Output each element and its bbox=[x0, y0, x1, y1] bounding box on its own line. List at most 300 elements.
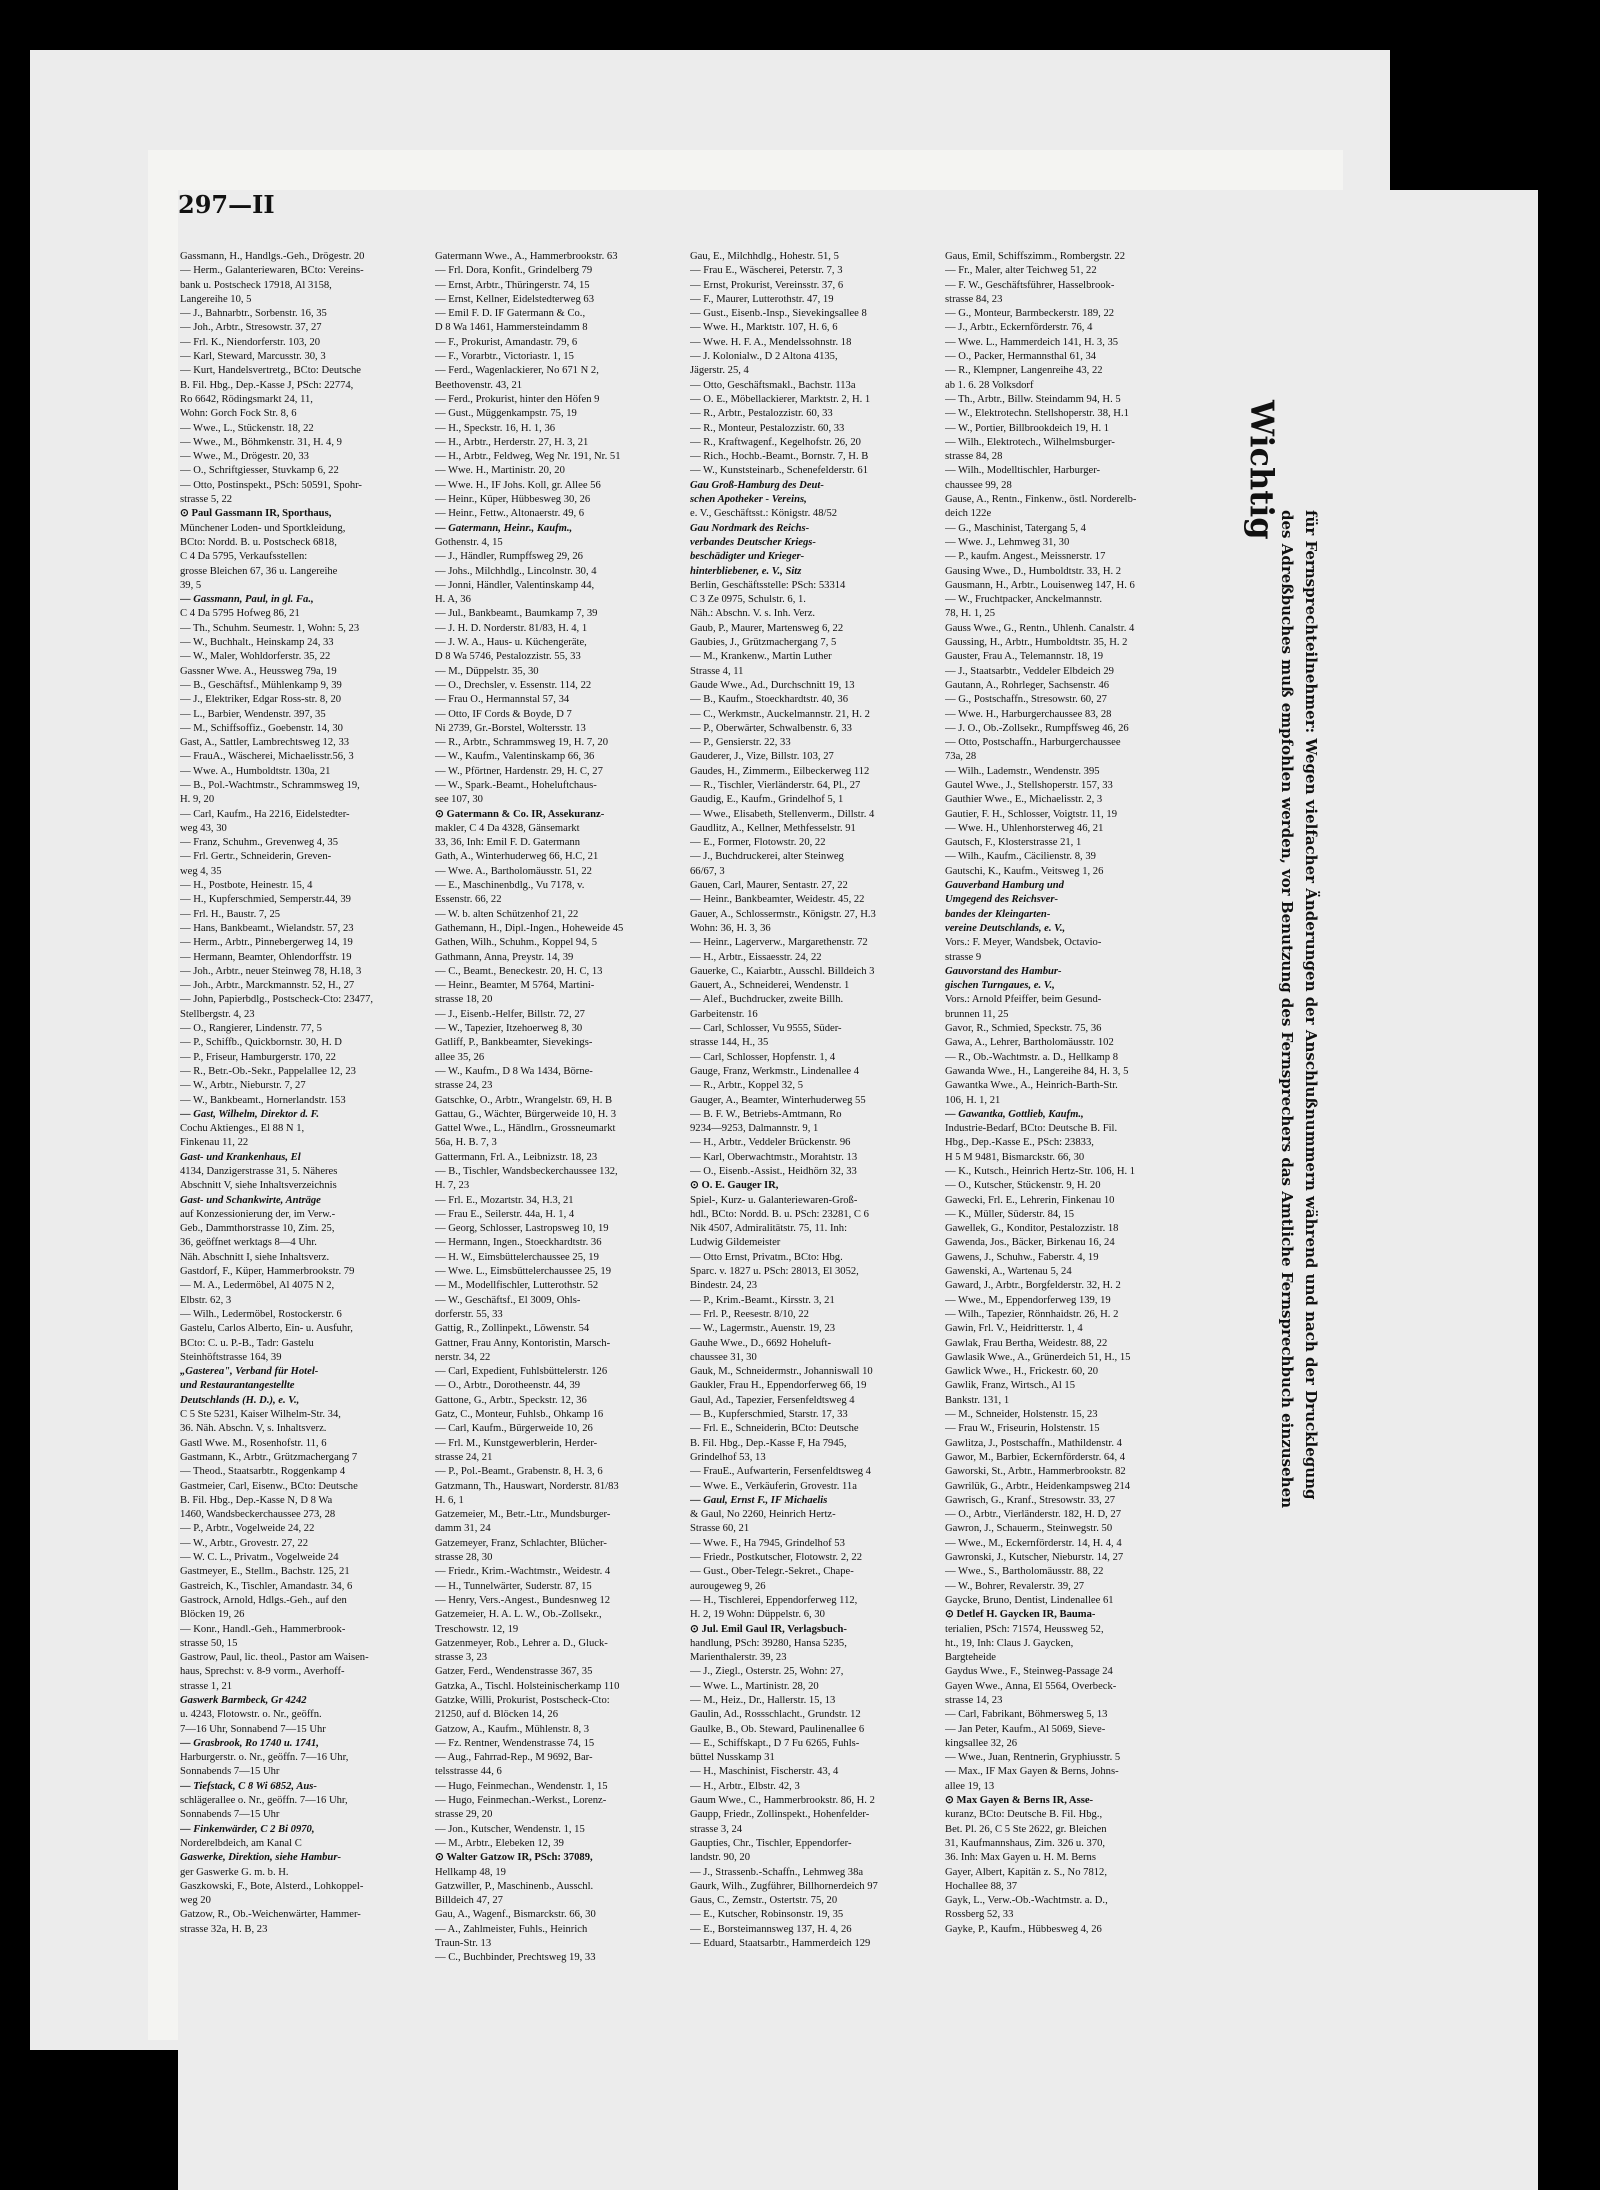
directory-entry: Gaudig, E., Kaufm., Grindelhof 5, 1 bbox=[690, 794, 844, 806]
directory-entry: — M., Düppelstr. 35, 30 bbox=[435, 665, 539, 677]
directory-entry: Gauk, M., Schneidermstr., Johanniswall 10 bbox=[690, 1366, 873, 1378]
directory-entry: landstr. 90, 20 bbox=[690, 1852, 751, 1864]
directory-entry: Gatschke, O., Arbtr., Wrangelstr. 69, H. B bbox=[435, 1094, 613, 1106]
directory-entry: — O., Packer, Hermannsthal 61, 34 bbox=[945, 351, 1097, 363]
directory-entry: Gothenstr. 4, 15 bbox=[435, 536, 503, 548]
directory-entry: aurougeweg 9, 26 bbox=[690, 1580, 766, 1592]
directory-entry: — Frau E., Seilerstr. 44a, H. 1, 4 bbox=[435, 1208, 575, 1220]
directory-entry: Beethovenstr. 43, 21 bbox=[435, 379, 523, 391]
directory-entry: Gaussing, H., Arbtr., Humboldtstr. 35, H. 2 bbox=[945, 637, 1128, 649]
directory-entry: strasse 32a, H. B, 23 bbox=[180, 1923, 268, 1935]
directory-entry: Gauhe Wwe., D., 6692 Hoheluft- bbox=[690, 1337, 832, 1349]
directory-entry: kingsallee 32, 26 bbox=[945, 1737, 1018, 1749]
directory-entry: ⊙ Walter Gatzow IR, PSch: 37089, bbox=[435, 1852, 593, 1864]
directory-entry: — P., Krim.-Beamt., Kirsstr. 3, 21 bbox=[690, 1294, 835, 1306]
directory-entry: — K., Müller, Süderstr. 84, 15 bbox=[945, 1208, 1075, 1220]
page-number: 297—II bbox=[178, 190, 1538, 2190]
directory-entry: — H., Maschinist, Fischerstr. 43, 4 bbox=[690, 1766, 839, 1778]
directory-entry: Gaurk, Wilh., Zugführer, Billhornerdeich 97 bbox=[690, 1880, 878, 1892]
directory-entry: Gattau, G., Wächter, Bürgerweide 10, H. 3 bbox=[435, 1108, 616, 1120]
directory-entry: — J., Händler, Rumpffsweg 29, 26 bbox=[435, 551, 583, 563]
directory-entry: Gayke, P., Kaufm., Hübbesweg 4, 26 bbox=[945, 1923, 1102, 1935]
directory-entry: Marienthalerstr. 39, 23 bbox=[690, 1652, 787, 1664]
directory-entry: — W., Arbtr., Nieburstr. 7, 27 bbox=[180, 1080, 306, 1092]
directory-entry: — Wilh., Tapezier, Rönnhaidstr. 26, H. 2 bbox=[945, 1308, 1119, 1320]
directory-entry: Gaude Wwe., Ad., Durchschnitt 19, 13 bbox=[690, 679, 855, 691]
directory-entry: — R., Klempner, Langenreihe 43, 22 bbox=[945, 365, 1103, 377]
directory-entry: — Wwe. J., Lehmweg 31, 30 bbox=[945, 536, 1070, 548]
notice-text bbox=[1275, 510, 1323, 1508]
directory-entry: Gaulke, B., Ob. Steward, Paulinenallee 6 bbox=[690, 1723, 865, 1735]
directory-entry: — E., Former, Flotowstr. 20, 22 bbox=[690, 837, 826, 849]
directory-entry: — E., Borsteimannsweg 137, H. 4, 26 bbox=[690, 1923, 852, 1935]
directory-entry: Essenstr. 66, 22 bbox=[435, 894, 502, 906]
directory-entry: — J. Kolonialw., D 2 Altona 4135, bbox=[690, 351, 838, 363]
directory-entry: Umgegend des Reichsver- bbox=[945, 894, 1058, 906]
directory-entry: nerstr. 34, 22 bbox=[435, 1351, 491, 1363]
directory-entry: — J., Ziegl., Osterstr. 25, Wohn: 27, bbox=[690, 1666, 844, 1678]
directory-entry: — Th., Schuhm. Seumestr. 1, Wohn: 5, 23 bbox=[180, 622, 360, 634]
directory-entry: Gawens, J., Schuhw., Faberstr. 4, 19 bbox=[945, 1251, 1099, 1263]
directory-entry: — J., Strassenb.-Schaffn., Lehmweg 38a bbox=[690, 1866, 864, 1878]
directory-entry: Gaubies, J., Grützmachergang 7, 5 bbox=[690, 637, 837, 649]
directory-entry: — Frl. K., Niendorferstr. 103, 20 bbox=[180, 336, 321, 348]
directory-entry: — O., Arbtr., Vierländerstr. 182, H. D, 27 bbox=[945, 1509, 1122, 1521]
directory-entry: — Gast, Wilhelm, Direktor d. F. bbox=[180, 1108, 320, 1120]
directory-entry: Gaus, Emil, Schiffszimm., Rombergstr. 22 bbox=[945, 251, 1125, 262]
directory-entry: strasse 5, 22 bbox=[180, 494, 233, 506]
directory-entry: — J. H. D. Norderstr. 81/83, H. 4, 1 bbox=[435, 622, 588, 634]
directory-entry: strasse 3, 24 bbox=[690, 1823, 743, 1835]
directory-entry: — Carl, Fabrikant, Böhmersweg 5, 13 bbox=[945, 1709, 1108, 1721]
directory-entry: — Frl. P., Reesestr. 8/10, 22 bbox=[690, 1308, 809, 1320]
directory-entry: Gauderer, J., Vize, Billstr. 103, 27 bbox=[690, 751, 834, 763]
directory-entry: Gastelu, Carlos Alberto, Ein- u. Ausfuhr, bbox=[180, 1323, 353, 1335]
directory-entry: — W., Bohrer, Revalerstr. 39, 27 bbox=[945, 1580, 1085, 1592]
directory-entry: — W. C. L., Privatm., Vogelweide 24 bbox=[180, 1552, 339, 1564]
directory-entry: schen Apotheker - Vereins, bbox=[690, 494, 807, 506]
directory-entry: Billdeich 47, 27 bbox=[435, 1895, 503, 1907]
directory-entry: ⊙ Detlef H. Gaycken IR, Bauma- bbox=[945, 1609, 1096, 1621]
directory-entry: Gaudes, H., Zimmerm., Eilbeckerweg 112 bbox=[690, 765, 870, 777]
directory-entry: — Ernst, Prokurist, Vereinsstr. 37, 6 bbox=[690, 279, 844, 291]
directory-entry: Bankstr. 131, 1 bbox=[945, 1394, 1010, 1406]
directory-entry: Gauthier Wwe., E., Michaelisstr. 2, 3 bbox=[945, 794, 1103, 806]
directory-entry: — J. W. A., Haus- u. Küchengeräte, bbox=[435, 637, 587, 649]
directory-entry: Gatzenmeyer, Rob., Lehrer a. D., Gluck- bbox=[435, 1637, 608, 1649]
directory-entry: — G., Monteur, Barmbeckerstr. 189, 22 bbox=[945, 308, 1115, 320]
directory-entry: — Otto, IF Cords & Boyde, D 7 bbox=[435, 708, 572, 720]
directory-entry: — O., Kutscher, Stückenstr. 9, H. 20 bbox=[945, 1180, 1101, 1192]
directory-entry: 36. Inh: Max Gayen u. H. M. Berns bbox=[945, 1852, 1096, 1864]
directory-entry: Gatzow, R., Ob.-Weichenwärter, Hammer- bbox=[180, 1909, 361, 1921]
directory-entry: deich 122e bbox=[945, 508, 992, 520]
directory-entry: Gauss Wwe., G., Rentn., Uhlenh. Canalstr. 4 bbox=[945, 622, 1135, 634]
directory-entry: — F., Maurer, Lutterothstr. 47, 19 bbox=[690, 293, 834, 305]
directory-entry: — Wilh., Kaufm., Cäcilienstr. 8, 39 bbox=[945, 851, 1096, 863]
directory-entry: — Wwe., M., Böhmkenstr. 31, H. 4, 9 bbox=[180, 436, 342, 448]
directory-entry: hinterbliebener, e. V., Sitz bbox=[690, 565, 802, 577]
directory-entry: Gaul, Ad., Tapezier, Fersenfeldtsweg 4 bbox=[690, 1394, 855, 1406]
directory-entry: Gaswerke, Direktion, siehe Hambur- bbox=[180, 1852, 341, 1864]
directory-entry: Gaward, J., Arbtr., Borgfelderstr. 32, H. 2 bbox=[945, 1280, 1121, 1292]
directory-entry: — A., Zahlmeister, Fuhls., Heinrich bbox=[435, 1923, 588, 1935]
directory-entry: — Jon., Kutscher, Wendenstr. 1, 15 bbox=[435, 1823, 585, 1835]
directory-entry: — C., Buchbinder, Prechtsweg 19, 33 bbox=[435, 1952, 596, 1964]
directory-entry: Sonnabends 7—15 Uhr bbox=[180, 1766, 280, 1778]
directory-entry: — Hans, Bankbeamt., Wielandstr. 57, 23 bbox=[180, 922, 354, 934]
directory-entry: — W., Geschäftsf., El 3009, Ohls- bbox=[435, 1294, 581, 1306]
directory-entry: — Otto, Postinspekt., PSch: 50591, Spohr- bbox=[180, 479, 362, 491]
directory-entry: Gaydus Wwe., F., Steinweg-Passage 24 bbox=[945, 1666, 1113, 1678]
directory-entry: 39, 5 bbox=[180, 579, 202, 591]
directory-entry: weg 20 bbox=[180, 1895, 211, 1907]
directory-entry: Gatliff, P., Bankbeamter, Sievekings- bbox=[435, 1037, 593, 1049]
directory-entry: — Wwe., Elisabeth, Stellenverm., Dillstr. 4 bbox=[690, 808, 875, 820]
directory-entry: Hbg., Dep.-Kasse E., PSch: 23833, bbox=[945, 1137, 1094, 1149]
directory-columns bbox=[180, 250, 1200, 2030]
directory-entry: — H., Postbote, Heinestr. 15, 4 bbox=[180, 880, 313, 892]
directory-entry: Gatzow, A., Kaufm., Mühlenstr. 8, 3 bbox=[435, 1723, 590, 1735]
directory-entry: Gawenski, A., Wartenau 5, 24 bbox=[945, 1266, 1072, 1278]
directory-entry: — Wwe. F., Ha 7945, Grindelhof 53 bbox=[690, 1537, 845, 1549]
directory-entry: — H., Speckstr. 16, H. 1, 36 bbox=[435, 422, 556, 434]
notice-heading: Wichtig bbox=[1243, 400, 1281, 540]
directory-entry: Gauverband Hamburg und bbox=[945, 880, 1064, 892]
directory-entry: Nik 4507, Admiralitätstr. 75, 11. Inh: bbox=[690, 1223, 848, 1235]
directory-entry: Gawellek, G., Konditor, Pestalozzistr. 18 bbox=[945, 1223, 1119, 1235]
directory-entry: Gauster, Frau A., Telemannstr. 18, 19 bbox=[945, 651, 1104, 663]
directory-entry: 73a, 28 bbox=[945, 751, 977, 763]
directory-entry: — B. F. W., Betriebs-Amtmann, Ro bbox=[690, 1108, 842, 1120]
directory-entry: Gautann, A., Rohrleger, Sachsenstr. 46 bbox=[945, 679, 1110, 691]
directory-entry: — Frau W., Friseurin, Holstenstr. 15 bbox=[945, 1423, 1100, 1435]
directory-entry: Rossberg 52, 33 bbox=[945, 1909, 1014, 1921]
directory-entry: allee 19, 13 bbox=[945, 1780, 995, 1792]
directory-entry: — Hugo, Feinmechan., Wendenstr. 1, 15 bbox=[435, 1780, 608, 1792]
directory-entry: Grindelhof 53, 13 bbox=[690, 1451, 766, 1463]
directory-entry: — W., Buchhalt., Heinskamp 24, 33 bbox=[180, 637, 334, 649]
directory-entry: — O. E., Möbellackierer, Marktstr. 2, H. 1 bbox=[690, 393, 871, 405]
directory-entry: Gast, A., Sattler, Lambrechtsweg 12, 33 bbox=[180, 737, 350, 749]
directory-entry: — W., Kunststeinarb., Schenefelderstr. 61 bbox=[690, 465, 869, 477]
directory-entry: — Carl, Schlosser, Vu 9555, Süder- bbox=[690, 1023, 842, 1035]
directory-entry: Gawor, M., Barbier, Eckernförderstr. 64, 4 bbox=[945, 1451, 1126, 1463]
directory-entry: — W., Maler, Wohldorferstr. 35, 22 bbox=[180, 651, 331, 663]
directory-entry: — Wwe. H. F. A., Mendelssohnstr. 18 bbox=[690, 336, 852, 348]
directory-entry: Gawlasik Wwe., A., Grünerdeich 51, H., 15 bbox=[945, 1351, 1131, 1363]
directory-entry: Näh.: Abschn. V. s. Inh. Verz. bbox=[690, 608, 816, 620]
directory-entry: und Restaurantangestellte bbox=[180, 1380, 295, 1392]
directory-entry: brunnen 11, 25 bbox=[945, 1008, 1009, 1020]
directory-entry: Gawa, A., Lehrer, Bartholomäusstr. 102 bbox=[945, 1037, 1114, 1049]
directory-entry: — Otto, Postschaffn., Harburgerchaussee bbox=[945, 737, 1121, 749]
directory-entry: — R., Kraftwagenf., Kegelhofstr. 26, 20 bbox=[690, 436, 861, 448]
directory-entry: Bindestr. 24, 23 bbox=[690, 1280, 758, 1292]
directory-entry: — Ferd., Prokurist, hinter den Höfen 9 bbox=[435, 393, 600, 405]
directory-entry: — Wwe., M., Drögestr. 20, 33 bbox=[180, 451, 309, 463]
directory-entry: — H., Arbtr., Herderstr. 27, H. 3, 21 bbox=[435, 436, 589, 448]
directory-entry: — R., Monteur, Pestalozzistr. 60, 33 bbox=[690, 422, 845, 434]
directory-entry: — Ernst, Kellner, Eidelstedterweg 63 bbox=[435, 293, 595, 305]
directory-entry: — C., Beamt., Beneckestr. 20, H. C, 13 bbox=[435, 965, 603, 977]
directory-entry: Strasse 4, 11 bbox=[690, 665, 744, 677]
directory-entry: Vors.: F. Meyer, Wandsbek, Octavio- bbox=[945, 937, 1102, 949]
directory-entry: Elbstr. 62, 3 bbox=[180, 1294, 232, 1306]
directory-entry: — Frl. E., Schneiderin, BCto: Deutsche bbox=[690, 1423, 859, 1435]
directory-entry: strasse 1, 21 bbox=[180, 1680, 233, 1692]
directory-entry: 36. Näh. Abschn. V, s. Inhaltsverz. bbox=[180, 1423, 327, 1435]
directory-entry: — Hermann, Ingen., Stoeckhardtstr. 36 bbox=[435, 1237, 602, 1249]
directory-entry: — H., Arbtr., Feldweg, Weg Nr. 191, Nr. 51 bbox=[435, 451, 621, 463]
directory-entry: — Karl, Oberwachtmstr., Morahtstr. 13 bbox=[690, 1151, 858, 1163]
directory-entry: — W., Lagermstr., Auenstr. 19, 23 bbox=[690, 1323, 836, 1335]
directory-entry: — M., Schiffsoffiz., Goebenstr. 14, 30 bbox=[180, 722, 343, 734]
directory-entry: Wohn: Gorch Fock Str. 8, 6 bbox=[180, 408, 297, 420]
directory-entry: 1460, Wandsbeckerchaussee 273, 28 bbox=[180, 1509, 336, 1521]
directory-entry: — Frl. H., Baustr. 7, 25 bbox=[180, 908, 281, 920]
directory-entry: Gauert, A., Schneiderei, Wendenstr. 1 bbox=[690, 980, 850, 992]
directory-entry: vereine Deutschlands, e. V., bbox=[945, 922, 1066, 934]
directory-entry: — Gust., Ober-Telegr.-Sekret., Chape- bbox=[690, 1566, 854, 1578]
directory-entry: Steinhöftstrasse 164, 39 bbox=[180, 1351, 282, 1363]
directory-entry: H. 2, 19 Wohn: Düppelstr. 6, 30 bbox=[690, 1609, 825, 1621]
directory-entry: verbandes Deutscher Kriegs- bbox=[690, 536, 816, 548]
directory-entry: Abschnitt V, siehe Inhaltsverzeichnis bbox=[180, 1180, 337, 1192]
directory-entry: — Frau O., Hermannstal 57, 34 bbox=[435, 694, 570, 706]
directory-entry: — Heinr., Bankbeamter, Weidestr. 45, 22 bbox=[690, 894, 865, 906]
directory-entry: Gayk, L., Verw.-Ob.-Wachtmstr. a. D., bbox=[945, 1895, 1108, 1907]
directory-entry: Gastmann, K., Arbtr., Grützmachergang 7 bbox=[180, 1451, 358, 1463]
directory-entry: Norderelbdeich, am Kanal C bbox=[180, 1837, 302, 1849]
directory-entry: — Heinr., Lagerverw., Margarethenstr. 72 bbox=[690, 937, 868, 949]
directory-entry: ⊙ Jul. Emil Gaul IR, Verlagsbuch- bbox=[690, 1623, 847, 1635]
directory-entry: Gawlik, Franz, Wirtsch., Al 15 bbox=[945, 1380, 1076, 1392]
directory-entry: — Wwe. E., Verkäuferin, Grovestr. 11a bbox=[690, 1480, 857, 1492]
directory-entry: C 3 Ze 0975, Schulstr. 6, 1. bbox=[690, 594, 806, 606]
directory-entry: handlung, PSch: 39280, Hansa 5235, bbox=[690, 1637, 847, 1649]
directory-column-2 bbox=[435, 250, 680, 2030]
directory-entry: B. Fil. Hbg., Dep.-Kasse F, Ha 7945, bbox=[690, 1437, 847, 1449]
directory-entry: — Johs., Milchhdlg., Lincolnstr. 30, 4 bbox=[435, 565, 597, 577]
directory-entry: — O., Rangierer, Lindenstr. 77, 5 bbox=[180, 1023, 322, 1035]
directory-entry: — F., Vorarbtr., Victoriastr. 1, 15 bbox=[435, 351, 574, 363]
directory-entry: Gawin, Frl. V., Heidritterstr. 1, 4 bbox=[945, 1323, 1083, 1335]
directory-entry: Gaus, C., Zemstr., Ostertstr. 75, 20 bbox=[690, 1895, 838, 1907]
directory-entry: — B., Kupferschmied, Starstr. 17, 33 bbox=[690, 1409, 848, 1421]
directory-entry: — Wwe. L., Eimsbüttelerchaussee 25, 19 bbox=[435, 1266, 612, 1278]
directory-entry: — H., Tischlerei, Eppendorferweg 112, bbox=[690, 1594, 858, 1606]
directory-entry: — J., Elektriker, Edgar Ross-str. 8, 20 bbox=[180, 694, 342, 706]
directory-entry: Vors.: Arnold Pfeiffer, beim Gesund- bbox=[945, 994, 1102, 1006]
directory-entry: 4134, Danzigerstrasse 31, 5. Näheres bbox=[180, 1166, 338, 1177]
directory-entry: — Wwe. A., Humboldtstr. 130a, 21 bbox=[180, 765, 331, 777]
directory-entry: strasse 14, 23 bbox=[945, 1694, 1003, 1706]
directory-entry: H. 7, 23 bbox=[435, 1180, 470, 1192]
directory-entry: — W., Bankbeamt., Hornerlandstr. 153 bbox=[180, 1094, 346, 1106]
directory-entry: Gauer, A., Schlossermstr., Königstr. 27, H.3 bbox=[690, 908, 876, 920]
directory-entry: Strasse 60, 21 bbox=[690, 1523, 750, 1535]
directory-entry: strasse 24, 21 bbox=[435, 1451, 493, 1463]
directory-entry: Sonnabends 7—15 Uhr bbox=[180, 1809, 280, 1821]
directory-entry: Spiel-, Kurz- u. Galanteriewaren-Groß- bbox=[690, 1194, 858, 1206]
directory-entry: Finkenau 11, 22 bbox=[180, 1137, 249, 1149]
directory-entry: u. 4243, Flotowstr. o. Nr., geöffn. bbox=[180, 1709, 322, 1721]
directory-entry: — Joh., Arbtr., Marckmannstr. 52, H., 27 bbox=[180, 980, 355, 992]
directory-entry: 106, H. 1, 21 bbox=[945, 1094, 1001, 1106]
directory-entry: auf Konzessionierung der, im Verw.- bbox=[180, 1208, 336, 1220]
directory-entry: — Wwe. L., Martinistr. 28, 20 bbox=[690, 1680, 819, 1692]
directory-entry: — Franz, Schuhm., Grevenweg 4, 35 bbox=[180, 837, 338, 849]
directory-entry: Gausing Wwe., D., Humboldtstr. 33, H. 2 bbox=[945, 565, 1122, 577]
directory-entry: H 5 M 9481, Bismarckstr. 66, 30 bbox=[945, 1151, 1085, 1163]
directory-entry: Wohn: 36, H. 3, 36 bbox=[690, 922, 771, 934]
directory-entry: — P., Gensierstr. 22, 33 bbox=[690, 737, 791, 749]
directory-entry: — Wwe. H., Marktstr. 107, H. 6, 6 bbox=[690, 322, 838, 334]
directory-entry: strasse 24, 23 bbox=[435, 1080, 493, 1092]
directory-entry: ht., 19, Inh: Claus J. Gaycken, bbox=[945, 1637, 1074, 1649]
directory-entry: ab 1. 6. 28 Volksdorf bbox=[945, 379, 1034, 391]
directory-entry: strasse 3, 23 bbox=[435, 1652, 488, 1664]
directory-entry: Gausmann, H., Arbtr., Louisenweg 147, H. 6 bbox=[945, 579, 1135, 591]
directory-entry: BCto: Nordd. B. u. Postscheck 6818, bbox=[180, 536, 337, 548]
directory-entry: — E., Maschinenbdlg., Vu 7178, v. bbox=[435, 880, 585, 892]
directory-entry: — Heinr., Beamter, M 5764, Martini- bbox=[435, 980, 595, 992]
directory-entry: Gatzka, A., Tischl. Holsteinischerkamp 110 bbox=[435, 1680, 620, 1692]
directory-entry: Gatzwiller, P., Maschinenb., Ausschl. bbox=[435, 1880, 594, 1892]
directory-entry: Gatzemeier, M., Betr.-Ltr., Mundsburger- bbox=[435, 1509, 611, 1521]
directory-entry: — FrauA., Wäscherei, Michaelisstr.56, 3 bbox=[180, 751, 354, 763]
directory-entry: Ro 6642, Rödingsmarkt 24, 11, bbox=[180, 393, 313, 405]
directory-entry: Gaulin, Ad., Rossschlacht., Grundstr. 12 bbox=[690, 1709, 861, 1721]
directory-entry: Gawlick Wwe., H., Frickestr. 60, 20 bbox=[945, 1366, 1099, 1378]
directory-entry: e. V., Geschäftsst.: Königstr. 48/52 bbox=[690, 508, 838, 520]
directory-entry: Industrie-Bedarf, BCto: Deutsche B. Fil. bbox=[945, 1123, 1118, 1135]
directory-entry: — O., Arbtr., Dorotheenstr. 44, 39 bbox=[435, 1380, 581, 1392]
directory-entry: strasse 144, H., 35 bbox=[690, 1037, 769, 1049]
directory-entry: Stellbergstr. 4, 23 bbox=[180, 1008, 255, 1020]
directory-entry: — Carl, Expedient, Fuhlsbüttelerstr. 126 bbox=[435, 1366, 608, 1378]
directory-entry: D 8 Wa 1461, Hammersteindamm 8 bbox=[435, 322, 588, 334]
directory-entry: — Wwe., M., Eckernförderstr. 14, H. 4, 4 bbox=[945, 1537, 1122, 1549]
directory-entry: 21250, auf d. Blöcken 14, 26 bbox=[435, 1709, 558, 1721]
directory-entry: Gaworski, St., Arbtr., Hammerbrookstr. 82 bbox=[945, 1466, 1126, 1478]
directory-entry: Gastreich, K., Tischler, Amandastr. 34, 6 bbox=[180, 1580, 353, 1592]
directory-entry: — FrauE., Aufwarterin, Fersenfeldtsweg 4 bbox=[690, 1466, 871, 1478]
directory-entry: — O., Drechsler, v. Essenstr. 114, 22 bbox=[435, 679, 592, 691]
directory-entry: — Gust., Eisenb.-Insp., Sievekingsallee 8 bbox=[690, 308, 867, 320]
directory-entry: Gaswerk Barmbeck, Gr 4242 bbox=[180, 1694, 307, 1706]
directory-entry: Gawlak, Frau Bertha, Weidestr. 88, 22 bbox=[945, 1337, 1108, 1349]
directory-entry: Bargteheide bbox=[945, 1652, 996, 1664]
directory-entry: Traun-Str. 13 bbox=[435, 1938, 492, 1950]
directory-entry: — Grasbrook, Ro 1740 u. 1741, bbox=[180, 1737, 319, 1749]
directory-entry: — Otto, Geschäftsmakl., Bachstr. 113a bbox=[690, 379, 856, 391]
directory-entry: — H., Arbtr., Eissaesstr. 24, 22 bbox=[690, 951, 822, 963]
directory-entry: — R., Betr.-Ob.-Sekr., Pappelallee 12, 23 bbox=[180, 1065, 356, 1077]
directory-entry: — J., Buchdruckerei, alter Steinweg bbox=[690, 851, 844, 863]
directory-entry: — C., Werkmstr., Auckelmannstr. 21, H. 2 bbox=[690, 708, 870, 720]
directory-entry: Langereihe 10, 5 bbox=[180, 293, 252, 305]
directory-entry: ⊙ Gatermann & Co. IR, Assekuranz- bbox=[435, 808, 605, 820]
directory-entry: — J., Arbtr., Eckernförderstr. 76, 4 bbox=[945, 322, 1093, 334]
directory-entry: 33, 36, Inh: Emil F. D. Gatermann bbox=[435, 837, 581, 849]
directory-entry: — R., Arbtr., Pestalozzistr. 60, 33 bbox=[690, 408, 833, 420]
directory-entry: Gastdorf, F., Küper, Hammerbrookstr. 79 bbox=[180, 1266, 355, 1278]
directory-entry: bank u. Postscheck 17918, Al 3158, bbox=[180, 279, 332, 291]
directory-entry: Gathen, Wilh., Schuhm., Koppel 94, 5 bbox=[435, 937, 598, 949]
notice-line-2: des Adreßbuches muß empfohlen werden, vor Benutzung des Fernsprechers das Amtliche Fernsprechbuch einzusehen bbox=[1278, 510, 1296, 1509]
directory-entry: Gast- und Krankenhaus, El bbox=[180, 1151, 301, 1163]
directory-entry: — Heinr., Küper, Hübbesweg 30, 26 bbox=[435, 494, 591, 506]
directory-entry: — E., Kutscher, Robinsonstr. 19, 35 bbox=[690, 1909, 844, 1921]
directory-entry: — Frau E., Wäscherei, Peterstr. 7, 3 bbox=[690, 265, 843, 277]
directory-entry: dorferstr. 55, 33 bbox=[435, 1308, 503, 1320]
directory-entry: — Karl, Steward, Marcusstr. 30, 3 bbox=[180, 351, 326, 363]
directory-entry: strasse 18, 20 bbox=[435, 994, 493, 1006]
directory-entry: — O., Eisenb.-Assist., Heidhörn 32, 33 bbox=[690, 1166, 857, 1177]
directory-entry: C 4 Da 5795, Verkaufsstellen: bbox=[180, 551, 308, 563]
directory-entry: — Frl. E., Mozartstr. 34, H.3, 21 bbox=[435, 1194, 574, 1206]
directory-entry: — Eduard, Staatsarbtr., Hammerdeich 129 bbox=[690, 1938, 871, 1950]
directory-entry: — W., Kaufm., D 8 Wa 1434, Börne- bbox=[435, 1065, 593, 1077]
directory-entry: — Wwe., M., Eppendorferweg 139, 19 bbox=[945, 1294, 1111, 1306]
directory-entry: weg 4, 35 bbox=[180, 865, 222, 877]
directory-entry: Ludwig Gildemeister bbox=[690, 1237, 781, 1249]
directory-entry: Gast- und Schankwirte, Anträge bbox=[180, 1194, 321, 1206]
directory-entry: Gautier, F. H., Schlosser, Voigtstr. 11, 19 bbox=[945, 808, 1118, 820]
directory-entry: Gauerke, C., Kaiarbtr., Ausschl. Billdeich 3 bbox=[690, 965, 875, 977]
directory-entry: H. 9, 20 bbox=[180, 794, 215, 806]
directory-entry: Gauen, Carl, Maurer, Sentastr. 27, 22 bbox=[690, 880, 848, 892]
directory-entry: — M., Heiz., Dr., Hallerstr. 15, 13 bbox=[690, 1694, 836, 1706]
directory-entry: Garbeitenstr. 16 bbox=[690, 1008, 758, 1020]
directory-entry: Sparc. v. 1827 u. PSch: 28013, El 3052, bbox=[690, 1266, 859, 1278]
directory-entry: — Tiefstack, C 8 Wi 6852, Aus- bbox=[180, 1780, 317, 1792]
directory-entry: Gastrow, Paul, lic. theol., Pastor am Waisen- bbox=[180, 1652, 369, 1664]
directory-entry: — Wilh., Elektrotech., Wilhelmsburger- bbox=[945, 436, 1115, 448]
directory-entry: — W., Spark.-Beamt., Hoheluftchaus- bbox=[435, 779, 597, 791]
directory-entry: allee 35, 26 bbox=[435, 1051, 485, 1063]
directory-entry: — Rich., Hochb.-Beamt., Bornstr. 7, H. B bbox=[690, 451, 869, 463]
directory-entry: makler, C 4 Da 4328, Gänsemarkt bbox=[435, 822, 580, 834]
directory-entry: strasse 84, 23 bbox=[945, 293, 1003, 305]
directory-entry: Berlin, Geschäftsstelle: PSch: 53314 bbox=[690, 579, 846, 591]
directory-entry: Gastmeyer, E., Stellm., Bachstr. 125, 21 bbox=[180, 1566, 350, 1578]
directory-entry: — Wwe. L., Hammerdeich 141, H. 3, 35 bbox=[945, 336, 1119, 348]
directory-entry: ⊙ O. E. Gauger IR, bbox=[690, 1180, 779, 1192]
directory-entry: — H., Tunnelwärter, Suderstr. 87, 15 bbox=[435, 1580, 592, 1592]
directory-entry: Hellkamp 48, 19 bbox=[435, 1866, 506, 1878]
directory-entry: — O., Schriftgiesser, Stuvkamp 6, 22 bbox=[180, 465, 339, 477]
directory-entry: Gattig, R., Zollinpekt., Löwenstr. 54 bbox=[435, 1323, 590, 1335]
directory-entry: — H., Kupferschmied, Semperstr.44, 39 bbox=[180, 894, 351, 906]
directory-entry: — B., Tischler, Wandsbeckerchaussee 132, bbox=[435, 1166, 618, 1177]
directory-entry: — F. W., Geschäftsführer, Hasselbrook- bbox=[945, 279, 1115, 291]
directory-entry: — Wwe. H., Uhlenhorsterweg 46, 21 bbox=[945, 822, 1104, 834]
directory-entry: beschädigter und Krieger- bbox=[690, 551, 805, 563]
directory-entry: 31, Kaufmannshaus, Zim. 326 u. 370, bbox=[945, 1837, 1106, 1849]
directory-entry: — Hermann, Beamter, Ohlendorffstr. 19 bbox=[180, 951, 352, 963]
directory-entry: — B., Geschäftsf., Mühlenkamp 9, 39 bbox=[180, 679, 342, 691]
important-notice bbox=[1223, 400, 1333, 1950]
directory-entry: Cochu Aktienges., El 88 N 1, bbox=[180, 1123, 305, 1135]
directory-entry: chaussee 31, 30 bbox=[690, 1351, 757, 1363]
directory-entry: Gauvorstand des Hambur- bbox=[945, 965, 1062, 977]
directory-entry: Gau, E., Milchhdlg., Hohestr. 51, 5 bbox=[690, 251, 839, 262]
directory-entry: — Wilh., Lademstr., Wendenstr. 395 bbox=[945, 765, 1100, 777]
directory-entry: — Wilh., Ledermöbel, Rostockerstr. 6 bbox=[180, 1308, 342, 1320]
